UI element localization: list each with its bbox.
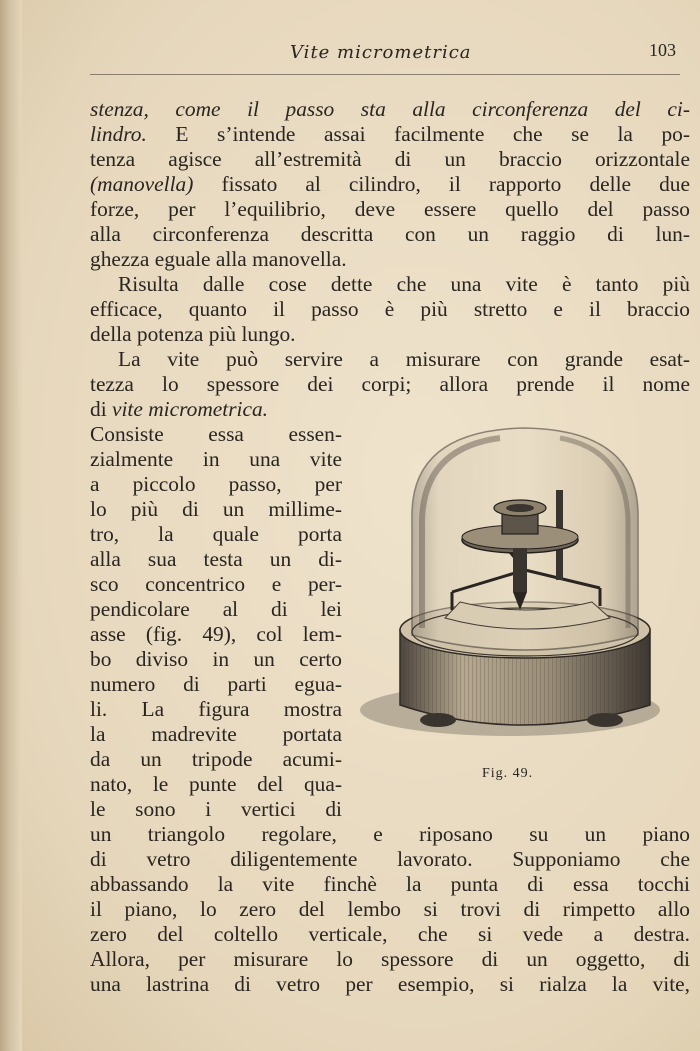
running-title: Vite micrometrica [290, 42, 472, 63]
text-line: le sono i vertici di [90, 797, 342, 821]
text-line: lo più di un millime- [90, 497, 342, 521]
text-line: Consiste essa essen- [90, 422, 342, 446]
text-line: ghezza eguale alla manovella. [90, 247, 347, 271]
page-number: 103 [649, 40, 676, 60]
text-line [90, 97, 690, 122]
figure-micrometer-illustration [360, 420, 680, 740]
italic-word: (manovella) [90, 172, 194, 196]
text-line: zialmente in una vite [90, 447, 342, 471]
text-line [90, 122, 690, 147]
foot-right [587, 713, 623, 727]
text-line: alla sua testa un di- [90, 547, 342, 571]
text-line: li. La figura mostra [90, 697, 342, 721]
text-line: zero del coltello verticale, che si vede a destra. [90, 922, 690, 946]
text-line: tenza agisce all’estremità di un braccio orizzontale [90, 147, 690, 171]
text-run: di [90, 397, 112, 421]
text-line: nato, le punte del qua- [90, 772, 342, 796]
text-line [90, 397, 690, 422]
text-line: asse (fig. 49), col lem- [90, 622, 342, 646]
header-rule [90, 74, 680, 75]
page-header [90, 38, 680, 78]
text-line [90, 172, 690, 197]
text-line: numero di parti egua- [90, 672, 342, 696]
text-line: la madrevite portata [90, 722, 342, 746]
text-line: tezza lo spessore dei corpi; allora prende il nome [90, 372, 690, 396]
text-line: un triangolo regolare, e riposano su un piano [90, 822, 690, 846]
text-line: Risulta dalle cose dette che una vite è tanto più [118, 272, 690, 296]
text-line: sco concentrico e per- [90, 572, 342, 596]
figure-caption: Fig. 49. [482, 766, 534, 781]
text-line: abbassando la vite finchè la punta di essa tocchi [90, 872, 690, 896]
italic-phrase: stenza, come il passo sta alla circonferenza del ci- [90, 97, 690, 121]
text-line: Allora, per misurare lo spessore di un oggetto, di [90, 947, 690, 971]
text-line: pendicolare al di lei [90, 597, 342, 621]
text-line: una lastrina di vetro per esempio, si rialza la vite, [90, 972, 690, 996]
foot-left [420, 713, 456, 727]
text-line: il piano, lo zero del lembo si trovi di rimpetto allo [90, 897, 690, 921]
text-line: bo diviso in un certo [90, 647, 342, 671]
micrometer-drawing [360, 420, 680, 740]
text-line: forze, per l’equilibrio, deve essere quello del passo [90, 197, 690, 221]
italic-word: lindro. [90, 122, 147, 146]
screw-body [513, 548, 527, 592]
page-gutter [0, 0, 22, 1051]
text-line: La vite può servire a misurare con grande esat- [118, 347, 690, 371]
text-line: della potenza più lungo. [90, 322, 296, 346]
italic-phrase: vite micrometrica. [112, 397, 269, 421]
text-line: alla circonferenza descritta con un raggio di lun- [90, 222, 690, 246]
text-line: tro, la quale porta [90, 522, 342, 546]
text-line: efficace, quanto il passo è più stretto e il braccio [90, 297, 690, 321]
text-run: E s’intende assai facilmente che se la po- [146, 122, 690, 146]
text-line: da un tripode acumi- [90, 747, 342, 771]
text-line: di vetro diligentemente lavorato. Supponiamo che [90, 847, 690, 871]
text-run: fissato al cilindro, il rapporto delle due [193, 172, 690, 196]
text-line: a piccolo passo, per [90, 472, 342, 496]
